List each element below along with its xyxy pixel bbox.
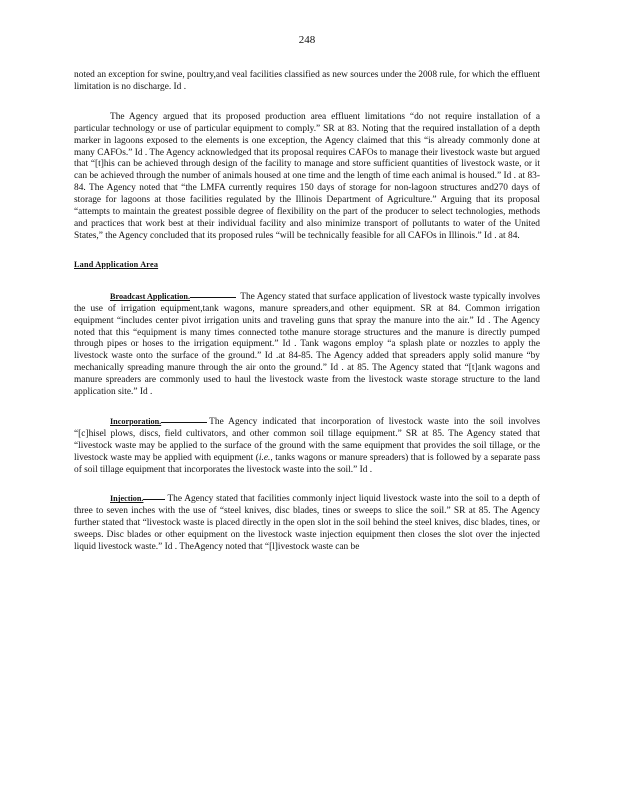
paragraph-production-area: The Agency argued that its proposed production area effluent limitations “do not require installation of a particular technology or use of particular equipment to comply.” SR at 83. Noting that the required installation of a depth marker in lagoons exposed to the elements is one exception, the Agency claimed that this “is already commonly done at many CAFOs.” Id . The Agency acknowledged that its proposal requires CAFOs to manage their livestock waste but argued that “[t]his can be achieved through design of the facility to manage and store sufficient quantities of livestock waste, or it can be achieved through the number of animals housed at one time and the length of time each animal is housed.” Id . at 83-84. The Agency noted that “the LMFA currently requires 150 days of storage for non-lagoon structures and270 days of storage for lagoons at those facilities regulated by the Illinois Department of Agriculture.” Arguing that its proposal “attempts to maintain the greatest possible degree of flexibility on the part of the producer to select technologies, methods and practices that work best at their individual facility and also minimize transport of pollutants to water of the United States,” the Agency concluded that its proposed rules “will be technically feasible for all CAFOs in Illinois.” Id . at 84. [74,111,540,241]
paragraph-broadcast-application [74,291,540,399]
incorporation-text-a: The Agency indicated that incorporation of livestock waste into the soil involves “[c]hisel plows, discs, field cultivators, and other common soil tillage equipment.” SR at 85. The Agency stated that “livestock waste may be applied to the surface of the ground with the same equipment that provides the soil tillage, or the livestock waste may be applied with equipment ( [74,416,540,463]
heading-rule [190,296,236,298]
incorporation-text-b: , tanks wagons or manure spreaders) that is followed by a separate pass of soil tillage equipment that incorporates the livestock waste into the soil.” Id . [74,452,540,475]
subheading-injection: Injection. [110,494,144,504]
page-number: 248 [298,34,316,46]
document-page [74,34,540,554]
incorporation-ie: i.e. [258,452,271,463]
section-heading-land-application: Land Application Area [74,259,159,269]
injection-text: The Agency stated that facilities commonly inject liquid livestock waste into the soil to a depth of three to seven inches with the use of “steel knives, disc blades, tines or sweeps to slice the soil.” SR at 85. The Agency further stated that “livestock waste is placed directly in the open slot in the soil behind the steel knives, disc blades, tines, or sweeps. Disc blades or other equipment on the livestock waste injection equipment then closes the slot over the injected liquid livestock waste.” Id . TheAgency noted that “[l]ivestock waste can be [74,494,540,553]
paragraph-incorporation [74,416,540,477]
subheading-incorporation: Incorporation. [110,416,162,426]
broadcast-text: The Agency stated that surface application of livestock waste typically involves the use of irrigation equipment,tank wagons, manure spreaders,and other equipment. SR at 84. Common irrigation equipment “includes center pivot irrigation units and traveling guns that spray the manure into the air.” Id . The Agency noted that this “equipment is many times connected tothe manure storage structures and the manure is directly pumped through pipes or hoses to the irrigation equipment.” Id . Tank wagons employ “a splash plate or nozzles to apply the livestock waste onto the surface of the ground.” Id .at 84-85. The Agency added that spreaders apply solid manure “by mechanically spreading manure through the air onto the ground.” Id . at 85. The Agency stated that “[t]ank wagons and manure spreaders are commonly used to haul the livestock waste from the livestock waste storage structure to the land application site.” Id . [74,291,540,398]
paragraph-continuation: noted an exception for swine, poultry,and veal facilities classified as new sources under the 2008 rule, for which the effluent limitation is no discharge. Id . [74,70,540,92]
heading-rule [143,498,165,500]
subheading-broadcast: Broadcast Application. [110,291,190,301]
heading-rule [161,421,207,423]
paragraph-injection [74,493,540,554]
